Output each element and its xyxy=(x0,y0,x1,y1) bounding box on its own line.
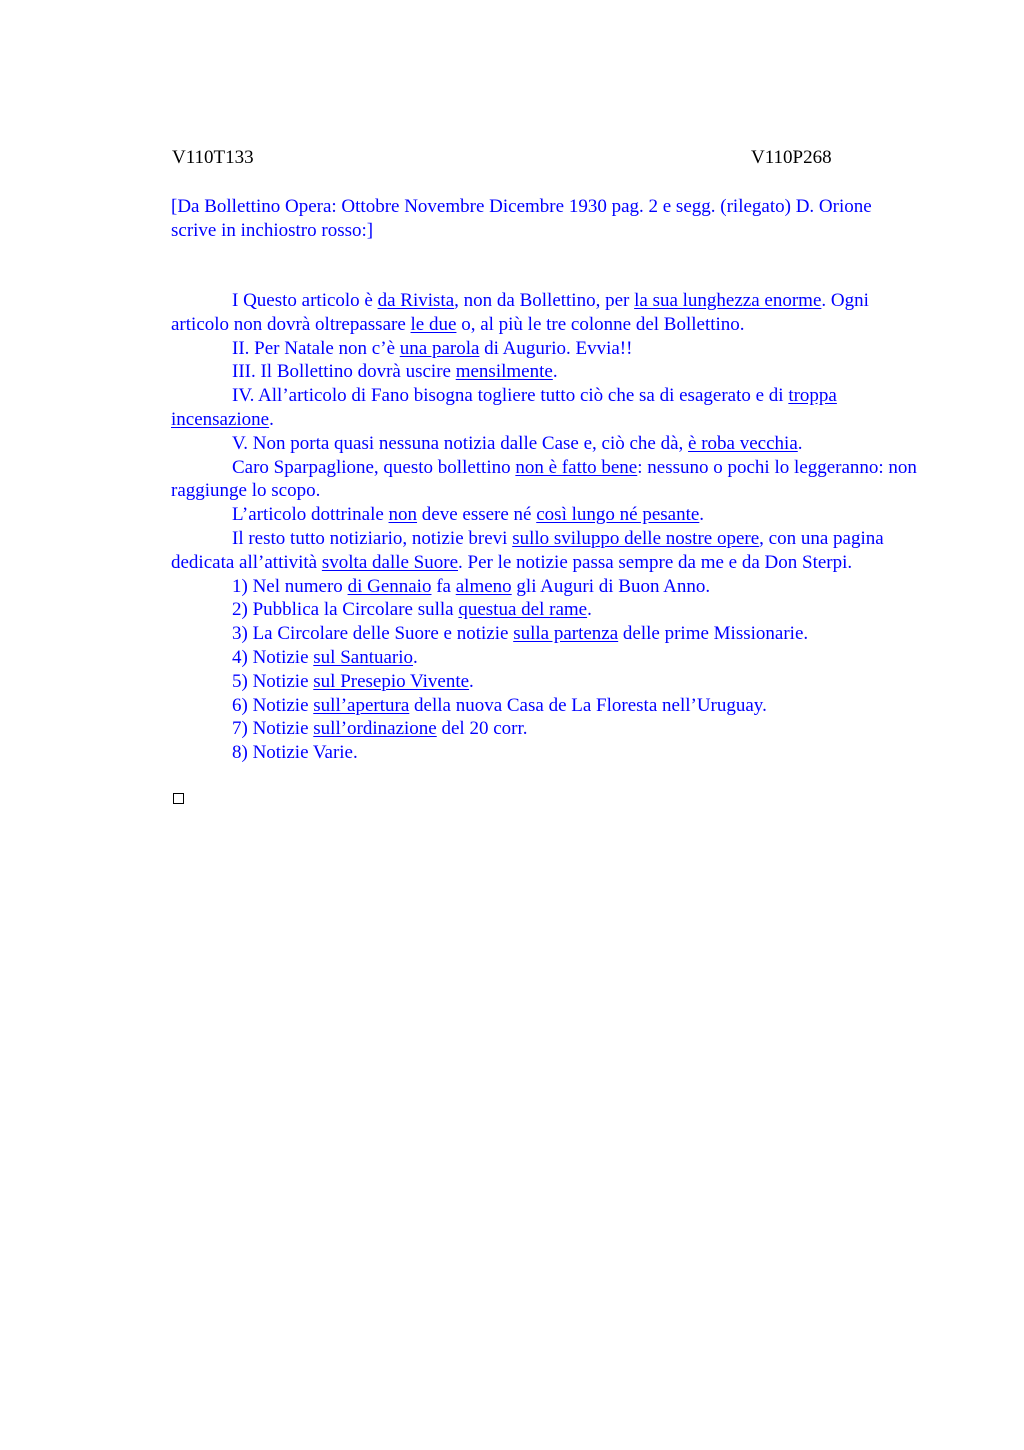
text-run: . Per le notizie passa sempre da me e da Don Sterpi. xyxy=(458,551,853,573)
body-paragraph xyxy=(171,694,931,718)
text-run: . xyxy=(699,504,705,526)
text-run: L’articolo dottrinale xyxy=(232,504,389,526)
text-run: . xyxy=(797,432,803,454)
text-run: 2) Pubblica la Circolare sulla xyxy=(232,599,459,621)
text-run: Caro Sparpaglione, questo bollettino xyxy=(232,456,516,478)
body-paragraph xyxy=(171,503,931,527)
source-note: [Da Bollettino Opera: Ottobre Novembre Dicembre 1930 pag. 2 e segg. (rilegato) D. Orione scrive in inchiostro rosso:] xyxy=(171,196,872,241)
underlined-phrase: sull’ordinazione xyxy=(313,718,437,740)
underlined-phrase: così lungo né pesante xyxy=(536,504,700,526)
underlined-phrase: sull’apertura xyxy=(313,694,410,716)
underlined-phrase: svolta dalle Suore xyxy=(321,551,459,573)
body-paragraph xyxy=(171,337,931,361)
text-run: . Ogni articolo non dovrà oltrepassare xyxy=(171,290,869,335)
text-run: . xyxy=(587,599,592,621)
volume-code-left: V110T133 xyxy=(172,147,254,168)
text-run: del 20 corr. xyxy=(436,718,528,740)
text-run: 6) Notizie xyxy=(232,694,314,716)
text-run: V. Non porta quasi nessuna notizia dalle Case e, ciò che dà, xyxy=(232,432,689,454)
body-paragraph xyxy=(171,384,931,432)
text-run: I Questo articolo è xyxy=(232,290,378,311)
text-run: 7) Notizie xyxy=(232,718,314,740)
text-run: deve essere né xyxy=(417,504,537,526)
body-paragraph xyxy=(171,289,931,337)
body-paragraph xyxy=(171,646,931,670)
body-paragraph xyxy=(171,741,931,765)
page-code-right: V110P268 xyxy=(751,147,832,168)
underlined-phrase: una parola xyxy=(399,337,480,359)
underlined-phrase: da Rivista xyxy=(377,290,455,311)
text-run: 5) Notizie xyxy=(232,670,314,692)
underlined-phrase: troppa incensazione xyxy=(171,385,837,430)
underlined-phrase: di Gennaio xyxy=(347,575,432,597)
text-run: di Augurio. Evvia!! xyxy=(479,337,633,359)
text-run: . xyxy=(269,408,274,430)
text-run: 1) Nel numero xyxy=(232,575,348,597)
text-run: II. Per Natale non c’è xyxy=(232,337,400,359)
underlined-phrase: non è fatto bene xyxy=(515,456,638,478)
text-run: delle prime Missionarie. xyxy=(618,623,809,645)
text-run: , con una pagina dedicata all’attività xyxy=(171,527,884,573)
text-run: III. Il Bollettino dovrà uscire xyxy=(232,361,456,383)
underlined-phrase: sullo sviluppo delle nostre opere xyxy=(512,527,760,549)
text-run: 3) La Circolare delle Suore e notizie xyxy=(232,623,514,645)
body-paragraph xyxy=(171,670,931,694)
text-run: . xyxy=(552,361,558,383)
letter-body xyxy=(171,289,931,765)
underlined-phrase: la sua lunghezza enorme xyxy=(634,290,822,311)
body-paragraph xyxy=(171,598,931,622)
underlined-phrase: almeno xyxy=(455,575,512,597)
text-run: . xyxy=(413,646,418,668)
text-run: gli Auguri di Buon Anno. xyxy=(511,575,711,597)
text-run: fa xyxy=(431,575,456,597)
body-paragraph xyxy=(171,456,931,504)
end-square-icon xyxy=(173,793,184,804)
body-paragraph xyxy=(171,575,931,599)
body-paragraph xyxy=(171,360,931,384)
body-paragraph xyxy=(171,622,931,646)
underlined-phrase: sulla partenza xyxy=(513,623,619,645)
text-run: 8) Notizie Varie. xyxy=(232,742,358,764)
underlined-phrase: sul Santuario xyxy=(313,646,414,668)
text-run: , non da Bollettino, per xyxy=(454,290,635,311)
body-paragraph xyxy=(171,527,931,575)
underlined-phrase: questua del rame xyxy=(458,599,588,621)
underlined-phrase: mensilmente xyxy=(455,361,553,383)
underlined-phrase: è roba vecchia xyxy=(688,432,798,454)
body-paragraph xyxy=(171,432,931,456)
text-run: IV. All’articolo di Fano bisogna togliere tutto ciò che sa di esagerato e di xyxy=(232,385,789,407)
text-run: : nessuno o pochi lo leggeranno: non raggiunge lo scopo. xyxy=(171,456,917,502)
underlined-phrase: non xyxy=(388,504,418,526)
underlined-phrase: le due xyxy=(410,313,457,335)
underlined-phrase: sul Presepio Vivente xyxy=(313,670,470,692)
body-paragraph xyxy=(171,717,931,741)
text-run: Il resto tutto notiziario, notizie brevi xyxy=(232,527,513,549)
text-run: . xyxy=(469,670,474,692)
text-run: della nuova Casa de La Floresta nell’Uruguay. xyxy=(409,694,767,716)
text-run: 4) Notizie xyxy=(232,646,314,668)
text-run: o, al più le tre colonne del Bollettino. xyxy=(456,313,745,335)
